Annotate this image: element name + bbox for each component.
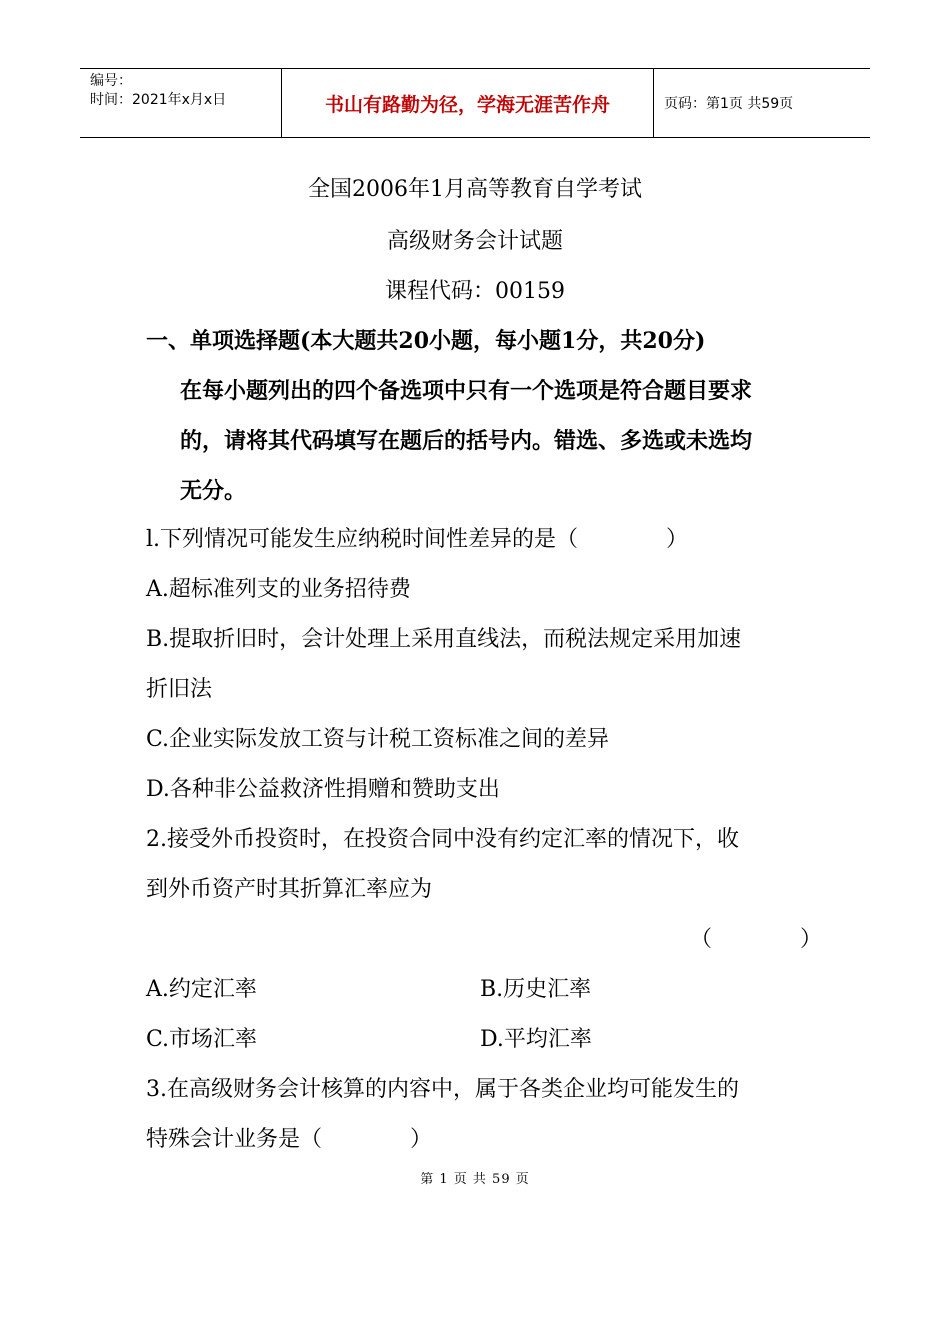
question-1-option-d: D.各种非公益救济性捐赠和赞助支出: [146, 777, 500, 802]
question-1-option-b-cont: 折旧法: [146, 677, 213, 702]
section-heading: 一、单项选择题(本大题共20小题，每小题1分，共20分): [146, 328, 706, 354]
question-2-option-d: D.平均汇率: [480, 1027, 592, 1052]
header-motto: 书山有路勤为径，学海无涯苦作舟: [282, 69, 654, 137]
question-1-option-b: B.提取折旧时，会计处理上采用直线法，而税法规定采用加速: [146, 627, 742, 652]
serial-label: 编号：: [90, 73, 132, 89]
question-2-answer-paren: （ ）: [690, 927, 823, 952]
question-2-option-a: A.约定汇率: [146, 977, 257, 1002]
exam-subject: 高级财务会计试题: [386, 229, 563, 254]
instruction-line: 无分。: [180, 478, 247, 504]
course-code: 课程代码：00159: [385, 279, 565, 304]
question-1-option-c: C.企业实际发放工资与计税工资标准之间的差异: [146, 727, 610, 752]
header-info-cell: [80, 69, 282, 137]
question-3-stem-cont: 特殊会计业务是（ ）: [146, 1127, 433, 1152]
question-3-stem: 3.在高级财务会计核算的内容中，属于各类企业均可能发生的: [146, 1077, 739, 1102]
question-2-option-b: B.历史汇率: [480, 977, 592, 1002]
instruction-line: 在每小题列出的四个备选项中只有一个选项是符合题目要求: [180, 378, 753, 404]
page-footer: 第 1 页 共 59 页: [420, 1172, 530, 1187]
question-1-stem: l.下列情况可能发生应纳税时间性差异的是（ ）: [146, 527, 689, 552]
instruction-line: 的，请将其代码填写在题后的括号内。错选、多选或未选均: [180, 428, 753, 454]
header-table: [80, 68, 870, 138]
question-1-option-a: A.超标准列支的业务招待费: [146, 577, 411, 602]
question-2-option-c: C.市场汇率: [146, 1027, 258, 1052]
exam-title: 全国2006年1月高等教育自学考试: [308, 177, 642, 202]
header-page-info: 页码：第1页 共59页: [664, 96, 794, 112]
question-2-stem: 2.接受外币投资时，在投资合同中没有约定汇率的情况下，收: [146, 827, 739, 852]
date-label: 时间：2021年x月x日: [90, 92, 227, 108]
question-2-stem-cont: 到外币资产时其折算汇率应为: [146, 877, 433, 902]
